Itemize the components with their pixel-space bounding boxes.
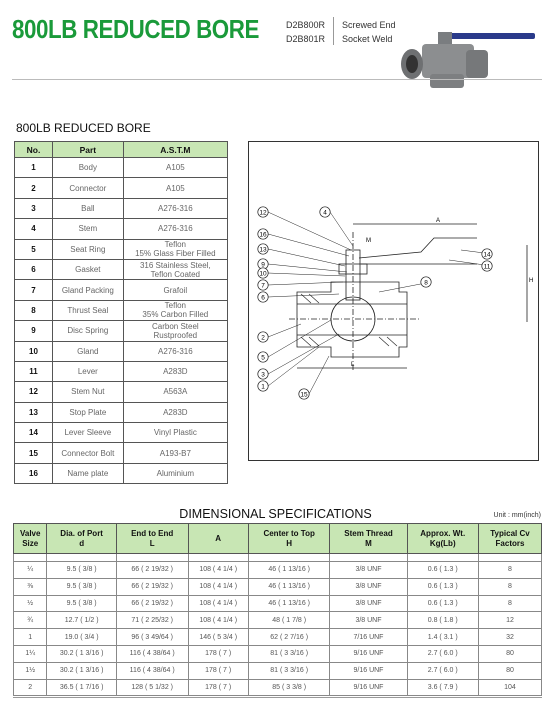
dims-cell: 0.6 ( 1.3 ): [407, 595, 478, 612]
lever-outline: [359, 238, 477, 258]
dims-cell: 7/16 UNF: [330, 629, 407, 646]
parts-cell-astm: A276-316: [123, 219, 227, 239]
parts-cell-astm: Teflon 15% Glass Fiber Filled: [123, 239, 227, 259]
balloon-label: 13: [259, 246, 267, 254]
dims-row: [14, 562, 542, 579]
hatch: [379, 337, 389, 346]
parts-cell-part: Gasket: [53, 259, 124, 279]
body-outline: [297, 282, 407, 357]
dims-col-header: [330, 524, 407, 554]
balloon-label: 8: [424, 279, 428, 287]
valve-lever: [445, 33, 535, 39]
dims-spacer-cell: [188, 554, 248, 562]
dims-cell: 80: [478, 645, 541, 662]
dim-label-l: L: [351, 362, 355, 368]
dim-label-m: M: [366, 238, 371, 244]
dims-cell: 178 ( 7 ): [188, 679, 248, 696]
parts-row: [15, 178, 228, 198]
parts-row: [15, 280, 228, 300]
balloon-label: 4: [323, 209, 327, 217]
parts-cell-part: Lever Sleeve: [53, 423, 124, 443]
parts-cell-part: Gland Packing: [53, 280, 124, 300]
parts-cell-astm: Teflon 35% Carbon Filled: [123, 300, 227, 320]
balloon-leader: [268, 212, 351, 250]
col-part: Part: [53, 142, 124, 158]
dims-spacer-cell: [248, 554, 330, 562]
parts-header-row: [15, 142, 228, 158]
dims-cell: ¼: [14, 562, 47, 579]
balloon-leader: [268, 320, 331, 357]
dims-cell: 46 ( 1 13/16 ): [248, 595, 330, 612]
parts-table: [14, 141, 228, 484]
parts-cell-astm: A276-316: [123, 341, 227, 361]
dims-spacer-cell: [478, 554, 541, 562]
dims-row: [14, 612, 542, 629]
dims-cell: 108 ( 4 1/4 ): [188, 562, 248, 579]
dims-col-header: [116, 524, 188, 554]
parts-row: [15, 402, 228, 422]
valve-end-right: [466, 50, 488, 78]
model-codes: [286, 18, 325, 46]
balloon-leader: [268, 347, 319, 386]
dims-spacer-row: [14, 554, 542, 562]
dims-cell: ¾: [14, 612, 47, 629]
valve-port: [406, 55, 418, 73]
dims-cell: 146 ( 5 3/4 ): [188, 629, 248, 646]
balloon-label: 12: [259, 209, 267, 217]
parts-cell-astm: A283D: [123, 361, 227, 381]
end-types: [342, 18, 396, 46]
parts-cell-no: 10: [15, 341, 53, 361]
parts-cell-no: 2: [15, 178, 53, 198]
parts-row: [15, 341, 228, 361]
dims-cell: 3/8 UNF: [330, 578, 407, 595]
col-astm: A.S.T.M: [123, 142, 227, 158]
parts-cell-no: 6: [15, 259, 53, 279]
dims-cell: 66 ( 2 19/32 ): [116, 562, 188, 579]
dims-spacer-cell: [330, 554, 407, 562]
dims-row: [14, 578, 542, 595]
parts-cell-no: 7: [15, 280, 53, 300]
header-divider: [333, 17, 334, 45]
dimensions-title: DIMENSIONAL SPECIFICATIONS: [179, 507, 372, 521]
dims-col-header: [47, 524, 116, 554]
balloon-leader: [268, 234, 349, 256]
parts-cell-astm: 316 Stainless Steel, Teflon Coated: [123, 259, 227, 279]
dims-cell: 12: [478, 612, 541, 629]
dims-cell: 30.2 ( 1 3/16 ): [47, 662, 116, 679]
parts-cell-no: 15: [15, 443, 53, 463]
cross-section-drawing: [248, 141, 539, 461]
dims-col-sub: Factors: [495, 538, 525, 548]
dims-cell: 3/8 UNF: [330, 562, 407, 579]
dims-cell: 1: [14, 629, 47, 646]
dims-cell: 178 ( 7 ): [188, 645, 248, 662]
parts-cell-no: 8: [15, 300, 53, 320]
dims-cell: 3.6 ( 7.9 ): [407, 679, 478, 696]
dims-col-sub: L: [149, 538, 155, 548]
header-rule: [12, 79, 542, 80]
dims-cell: 116 ( 4 38/64 ): [116, 662, 188, 679]
balloon-label: 16: [259, 231, 267, 239]
dims-row: [14, 662, 542, 679]
footer-rule: [13, 697, 542, 698]
dims-cell: 178 ( 7 ): [188, 662, 248, 679]
parts-cell-part: Name plate: [53, 463, 124, 483]
parts-row: [15, 423, 228, 443]
dims-col-sub: M: [365, 538, 372, 548]
dims-row: [14, 679, 542, 696]
parts-row: [15, 158, 228, 178]
dims-cell: 1¼: [14, 645, 47, 662]
dims-cell: 48 ( 1 7/8 ): [248, 612, 330, 629]
parts-cell-part: Body: [53, 158, 124, 178]
dims-cell: 108 ( 4 1/4 ): [188, 595, 248, 612]
dims-cell: 2.7 ( 6.0 ): [407, 662, 478, 679]
balloon-label: 15: [300, 391, 308, 399]
dims-body: [14, 554, 542, 696]
dims-cell: 116 ( 4 38/64 ): [116, 645, 188, 662]
col-no: No.: [15, 142, 53, 158]
parts-cell-part: Connector: [53, 178, 124, 198]
unit-label: Unit : mm(inch): [493, 512, 541, 519]
dims-col-main: Valve: [19, 528, 41, 538]
balloon-label: 6: [261, 294, 265, 302]
dims-cell: 9.5 ( 3/8 ): [47, 595, 116, 612]
parts-cell-astm: A276-316: [123, 198, 227, 218]
balloon-group: [258, 207, 492, 399]
parts-cell-part: Connector Bolt: [53, 443, 124, 463]
dims-cell: 12.7 ( 1/2 ): [47, 612, 116, 629]
parts-cell-astm: Vinyl Plastic: [123, 423, 227, 443]
parts-cell-astm: A283D: [123, 402, 227, 422]
dims-col-sub: d: [79, 538, 85, 548]
dims-col-header: [14, 524, 47, 554]
parts-cell-part: Stem: [53, 219, 124, 239]
dims-cell: 32: [478, 629, 541, 646]
dims-cell: 62 ( 2 7/16 ): [248, 629, 330, 646]
parts-cell-no: 13: [15, 402, 53, 422]
parts-cell-part: Stop Plate: [53, 402, 124, 422]
dims-cell: 9/16 UNF: [330, 679, 407, 696]
dims-spacer-cell: [14, 554, 47, 562]
parts-cell-part: Disc Spring: [53, 321, 124, 341]
dims-cell: 2: [14, 679, 47, 696]
end-type: Screwed End: [342, 20, 396, 30]
dims-cell: 81 ( 3 3/16 ): [248, 662, 330, 679]
dims-cell: 30.2 ( 1 3/16 ): [47, 645, 116, 662]
dims-cell: 36.5 ( 1 7/16 ): [47, 679, 116, 696]
dims-cell: 128 ( 5 1/32 ): [116, 679, 188, 696]
balloon-label: 7: [261, 282, 265, 290]
dims-cell: 9/16 UNF: [330, 645, 407, 662]
dims-cell: 1.4 ( 3.1 ): [407, 629, 478, 646]
balloon-label: 3: [261, 371, 265, 379]
dims-cell: 8: [478, 578, 541, 595]
hatch: [387, 337, 397, 346]
parts-cell-no: 9: [15, 321, 53, 341]
balloon-leader: [309, 356, 329, 394]
dims-col-main: A: [215, 533, 222, 543]
dims-row: [14, 645, 542, 662]
hatch: [309, 337, 319, 346]
dims-cell: 81 ( 3 3/16 ): [248, 645, 330, 662]
dims-spacer-cell: [47, 554, 116, 562]
dims-col-main: Approx. Wt.: [420, 528, 466, 538]
parts-cell-part: Lever: [53, 361, 124, 381]
parts-cell-no: 1: [15, 158, 53, 178]
dims-cell: 71 ( 2 25/32 ): [116, 612, 188, 629]
dims-cell: 1½: [14, 662, 47, 679]
dims-cell: 9/16 UNF: [330, 662, 407, 679]
parts-cell-no: 14: [15, 423, 53, 443]
dims-header-row: [14, 524, 542, 554]
parts-cell-part: Stem Nut: [53, 382, 124, 402]
dims-cell: ⅜: [14, 578, 47, 595]
parts-row: [15, 300, 228, 320]
end-type: Socket Weld: [342, 34, 393, 44]
dims-cell: 108 ( 4 1/4 ): [188, 578, 248, 595]
balloon-label: 1: [261, 383, 265, 391]
dims-spacer-cell: [407, 554, 478, 562]
dims-col-sub: H: [286, 538, 293, 548]
dims-spacer-cell: [116, 554, 188, 562]
parts-row: [15, 463, 228, 483]
parts-row: [15, 239, 228, 259]
parts-cell-no: 5: [15, 239, 53, 259]
parts-cell-astm: Grafoil: [123, 280, 227, 300]
parts-cell-astm: Carbon Steel Rustproofed: [123, 321, 227, 341]
page-title: 800LB REDUCED BORE: [12, 14, 259, 44]
dims-cell: 0.8 ( 1.8 ): [407, 612, 478, 629]
parts-row: [15, 382, 228, 402]
dims-cell: 8: [478, 562, 541, 579]
balloon-label: 2: [261, 334, 265, 342]
dims-cell: 0.6 ( 1.3 ): [407, 562, 478, 579]
parts-cell-no: 4: [15, 219, 53, 239]
parts-cell-astm: Aluminium: [123, 463, 227, 483]
page-header: [0, 0, 551, 80]
balloon-leader: [268, 324, 301, 337]
dims-col-header: [188, 524, 248, 554]
hatch: [301, 337, 311, 346]
dims-col-main: Typical Cv: [490, 528, 530, 538]
dims-col-header: [478, 524, 541, 554]
dims-col-sub: Kg(Lb): [429, 538, 456, 548]
model-code: D2B800R: [286, 20, 326, 30]
parts-cell-astm: A105: [123, 178, 227, 198]
dims-cell: 66 ( 2 19/32 ): [116, 578, 188, 595]
dims-cell: 104: [478, 679, 541, 696]
dims-col-main: Dia. of Port: [60, 528, 103, 538]
parts-cell-no: 3: [15, 198, 53, 218]
dims-col-header: [248, 524, 330, 554]
dims-cell: 9.5 ( 3/8 ): [47, 578, 116, 595]
balloon-label: 11: [483, 263, 491, 271]
dims-col-main: Center to Top: [263, 528, 315, 538]
dims-cell: 108 ( 4 1/4 ): [188, 612, 248, 629]
parts-cell-part: Thrust Seal: [53, 300, 124, 320]
parts-row: [15, 443, 228, 463]
dim-label-a: A: [436, 218, 441, 224]
balloon-leader: [330, 212, 353, 246]
dims-cell: ½: [14, 595, 47, 612]
dims-cell: 46 ( 1 13/16 ): [248, 578, 330, 595]
dims-cell: 8: [478, 595, 541, 612]
valve-photo: [400, 28, 550, 100]
balloon-label: 9: [261, 261, 265, 269]
parts-subtitle: 800LB REDUCED BORE: [16, 121, 151, 135]
parts-cell-no: 16: [15, 463, 53, 483]
parts-body: [15, 158, 228, 484]
balloon-leader: [268, 264, 347, 272]
parts-row: [15, 321, 228, 341]
parts-cell-astm: A105: [123, 158, 227, 178]
model-code: D2B801R: [286, 34, 326, 44]
dims-cell: 66 ( 2 19/32 ): [116, 595, 188, 612]
dims-cell: 46 ( 1 13/16 ): [248, 562, 330, 579]
parts-cell-part: Ball: [53, 198, 124, 218]
dims-cell: 0.6 ( 1.3 ): [407, 578, 478, 595]
parts-row: [15, 219, 228, 239]
balloon-leader: [268, 273, 345, 276]
valve-connector: [430, 74, 464, 88]
dims-cell: 9.5 ( 3/8 ): [47, 562, 116, 579]
parts-cell-astm: A193-B7: [123, 443, 227, 463]
parts-row: [15, 361, 228, 381]
dims-cell: 19.0 ( 3/4 ): [47, 629, 116, 646]
parts-cell-part: Gland: [53, 341, 124, 361]
dims-col-header: [407, 524, 478, 554]
parts-cell-no: 11: [15, 361, 53, 381]
dims-cell: 3/8 UNF: [330, 595, 407, 612]
parts-cell-astm: A563A: [123, 382, 227, 402]
balloon-label: 10: [259, 270, 267, 278]
balloon-label: 5: [261, 354, 265, 362]
dims-row: [14, 629, 542, 646]
dimensions-table: [13, 523, 542, 696]
dims-cell: 80: [478, 662, 541, 679]
dims-cell: 3/8 UNF: [330, 612, 407, 629]
dims-cell: 2.7 ( 6.0 ): [407, 645, 478, 662]
parts-row: [15, 198, 228, 218]
parts-cell-no: 12: [15, 382, 53, 402]
dim-label-h: H: [529, 278, 534, 284]
balloon-label: 14: [483, 251, 491, 259]
drawing-svg: [249, 142, 540, 462]
dims-col-main: End to End: [131, 528, 174, 538]
dims-cell: 85 ( 3 3/8 ): [248, 679, 330, 696]
dims-cell: 96 ( 3 49/64 ): [116, 629, 188, 646]
parts-row: [15, 259, 228, 279]
balloon-leader: [268, 282, 343, 285]
valve-stem-nut: [438, 32, 452, 46]
dims-row: [14, 595, 542, 612]
parts-cell-part: Seat Ring: [53, 239, 124, 259]
dims-col-main: Stem Thread: [344, 528, 393, 538]
dims-col-sub: Size: [22, 538, 39, 548]
